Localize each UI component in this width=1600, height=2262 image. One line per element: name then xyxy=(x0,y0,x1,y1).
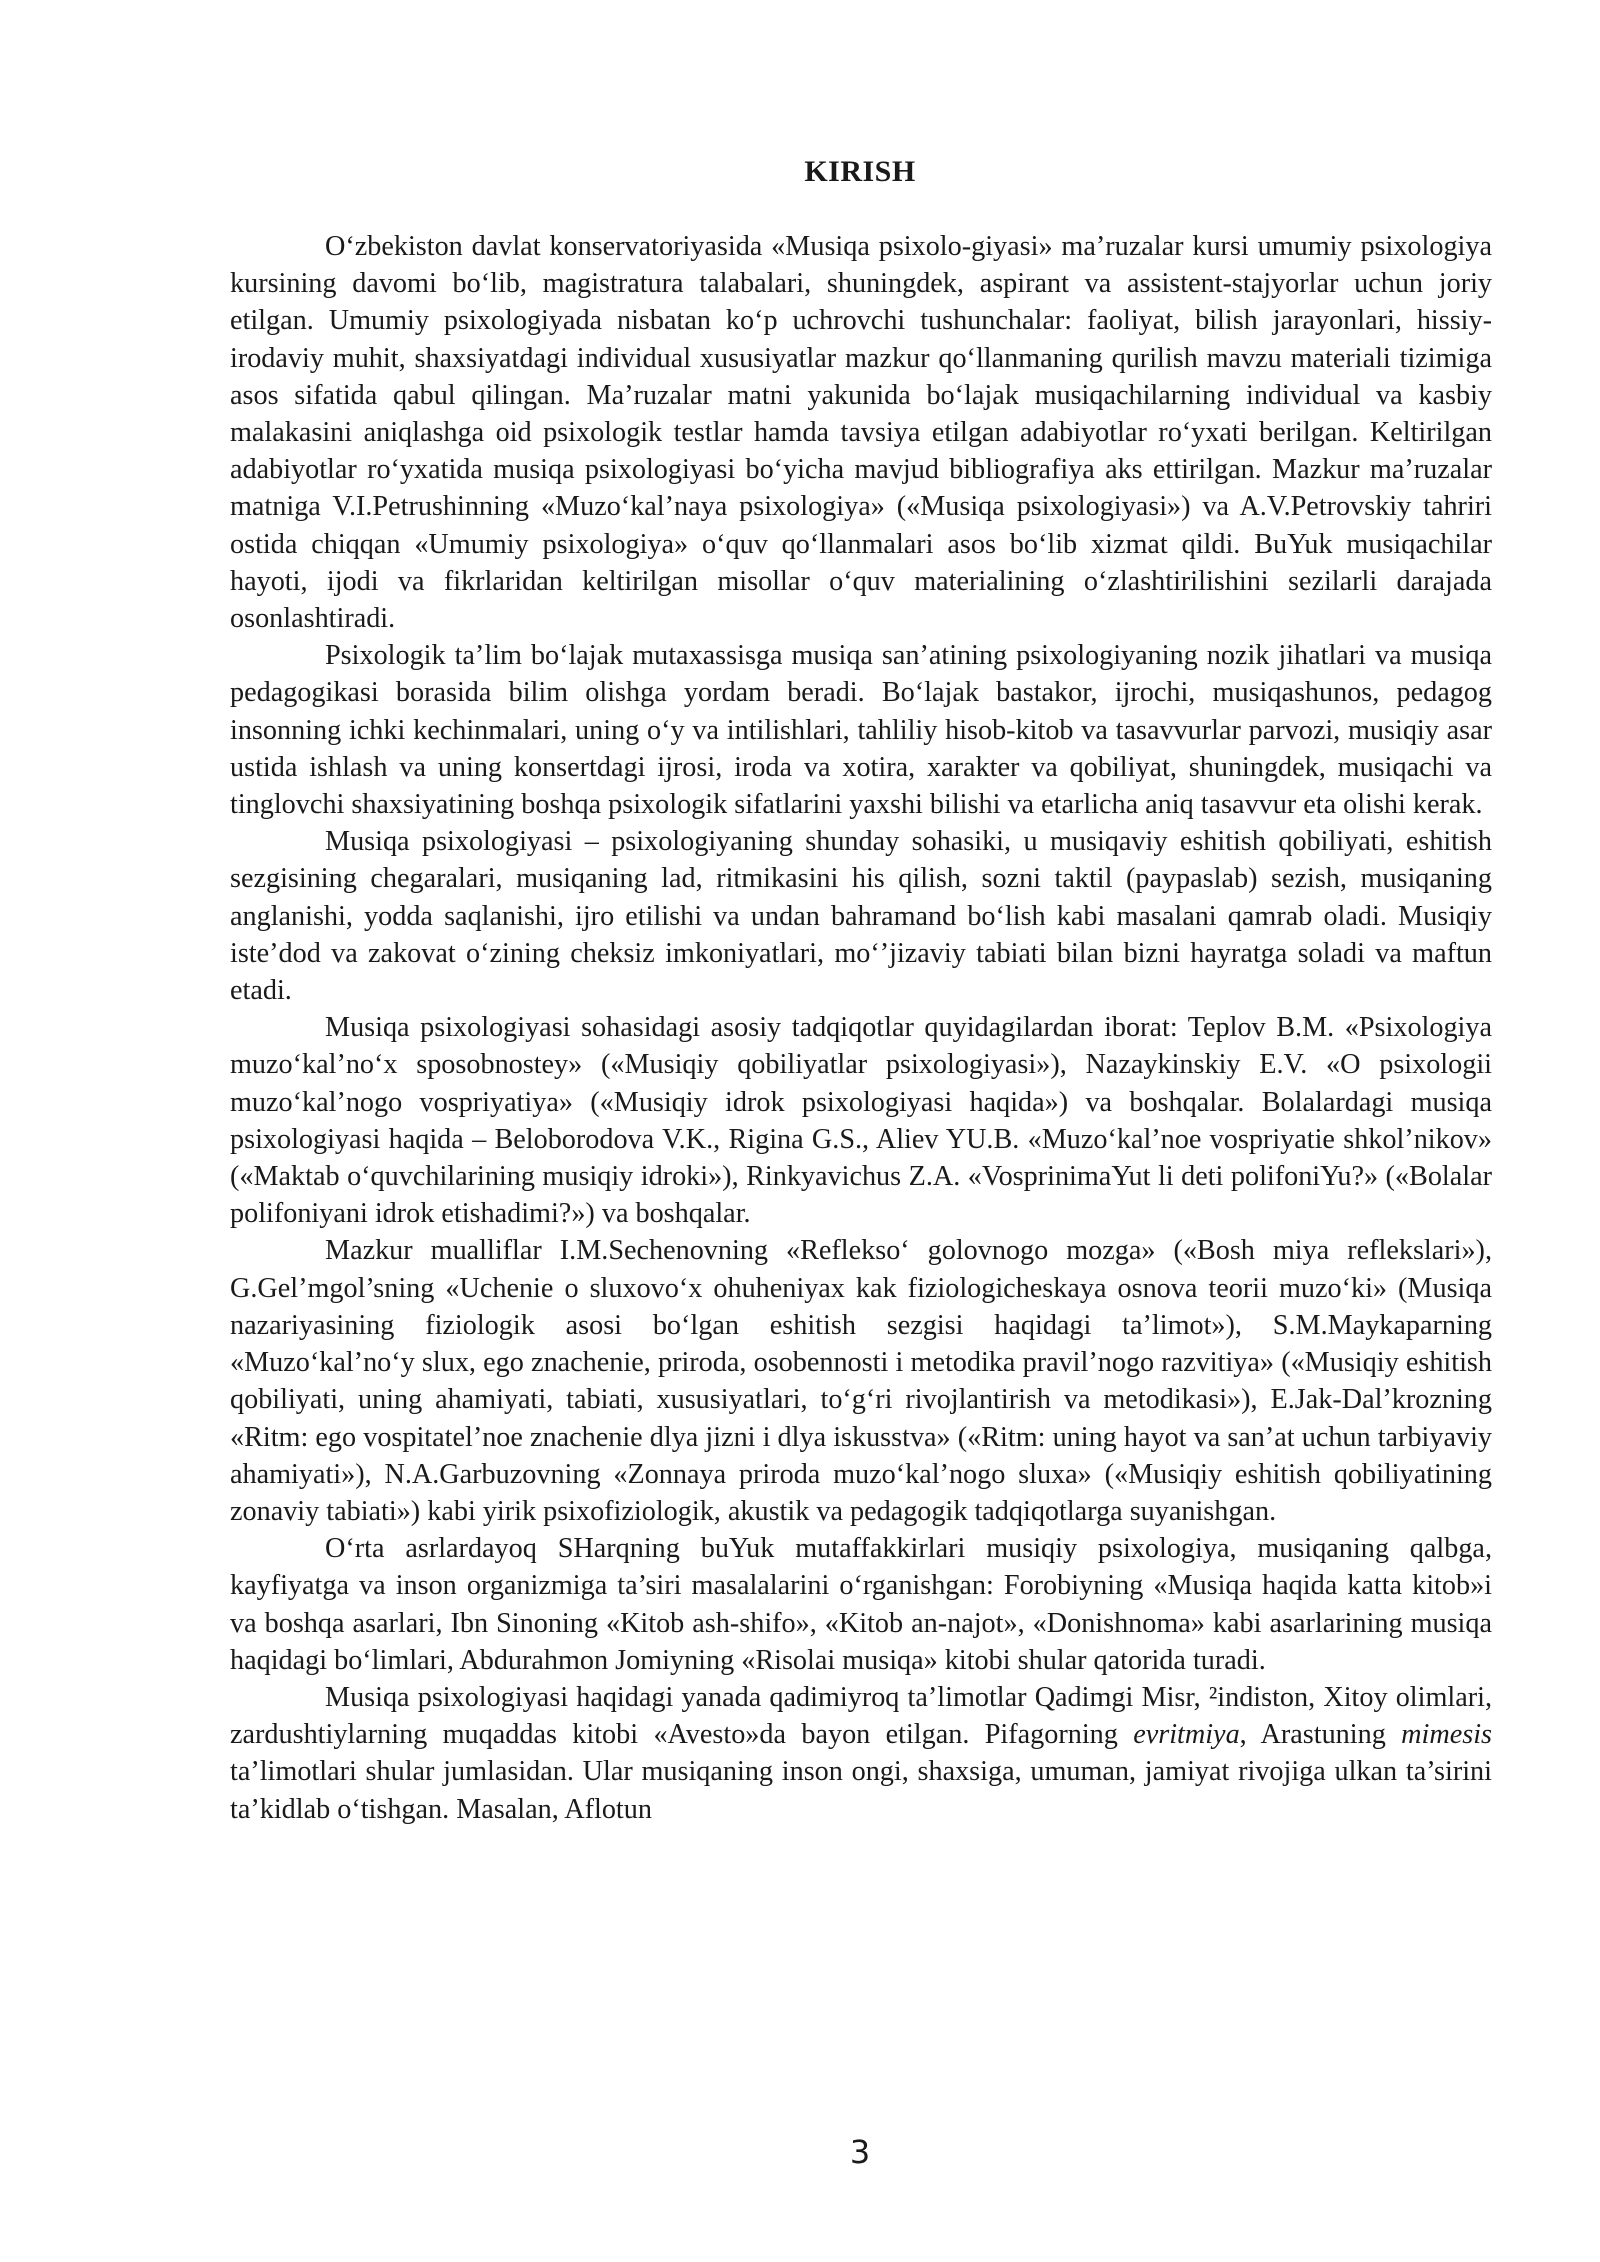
paragraph-7-part-3: ta’limotlari shular jumlasidan. Ular musiqaning inson ongi, shaxsiga, umuman, jamiyat rivojiga ulkan ta’sirini ta’kidlab o‘tishgan. Masalan, Aflotun xyxy=(230,1756,1492,1825)
paragraph-7-italic-mimesis: mimesis xyxy=(1401,1719,1492,1751)
paragraph-5: Mazkur mualliflar I.M.Sechenovning «Reflekso‘ golovnogo mozga» («Bosh miya reflekslari»), G.Gel’mgol’sning «Uchenie o sluxovo‘x ohuheniyax kak fiziologicheskaya osnova teorii muzo‘ki» (Musiqa nazariyasining fiziologik asosi bo‘lgan eshitish sezgisi haqidagi ta’limot»), S.M.Maykaparning «Muzo‘kal’no‘y slux, ego znachenie, priroda, osobennosti i metodika pravil’nogo razvitiya» («Musiqiy eshitish qobiliyati, uning ahamiyati, tabiati, xususiyatlari, to‘g‘ri rivojlantirish va metodikasi»), E.Jak-Dal’krozning «Ritm: ego vospitatel’noe znachenie dlya jizni i dlya iskusstva» («Ritm: uning hayot va san’at uchun tarbiyaviy ahamiyati»), N.A.Garbuzovning «Zonnaya priroda muzo‘kal’nogo sluxa» («Musiqiy eshitish qobiliyatining zonaviy tabiati») kabi yirik psixofiziologik, akustik va pedagogik tadqiqotlarga suyanishgan. xyxy=(230,1235,1492,1527)
paragraph-4: Musiqa psixologiyasi sohasidagi asosiy tadqiqotlar quyidagilardan iborat: Teplov B.M. «Psixologiya muzo‘kal’no‘x sposobnostey» («Musiqiy qobiliyatlar psixologiyasi»), Nazaykinskiy E.V. «O psixologii muzo‘kal’nogo vospriyatiya» («Musiqiy idrok psixologiyasi haqida») va boshqalar. Bolalardagi musiqa psixologiyasi haqida – Beloborodova V.K., Rigina G.S., Aliev YU.B. «Muzo‘kal’noe vospriyatie shkol’nikov» («Maktab o‘quvchilarining musiqiy idroki»), Rinkyavichus Z.A. «VosprinimaYut li deti polifoniYu?» («Bolalar polifoniyani idrok etishadimi?») va boshqalar. xyxy=(230,1012,1492,1230)
paragraph-7 xyxy=(230,1679,1492,1828)
paragraph-7-part-1: Musiqa psixologiyasi haqidagi yanada qadimiyroq ta’limotlar Qadimgi Misr, ²indiston, Xitoy olimlari, zardushtiylarning muqaddas kitobi «Avesto»da bayon etilgan. Pifagorning xyxy=(230,1681,1492,1751)
body-text xyxy=(230,228,1492,1828)
paragraph-7-italic-evritmiya: evritmiya xyxy=(1133,1719,1240,1751)
paragraph-6: O‘rta asrlardayoq SHarqning buYuk mutaffakkirlari musiqiy psixologiya, musiqaning qalbga, kayfiyatga va inson organizmiga ta’siri masalalarini o‘rganishgan: Forobiyning «Musiqa haqida katta kitob»i va boshqa asarlari, Ibn Sinoning «Kitob ash-shifo», «Kitob an-najot», «Donishnoma» kabi asarlarining musiqa haqidagi bo‘limlari, Abdurahmon Jomiyning «Risolai musiqa» kitobi shular qatorida turadi. xyxy=(230,1533,1492,1676)
paragraph-2: Psixologik ta’lim bo‘lajak mutaxassisga musiqa san’atining psixologiyaning nozik jihatlari va musiqa pedagogikasi borasida bilim olishga yordam beradi. Bo‘lajak bastakor, ijrochi, musiqashunos, pedagog insonning ichki kechinmalari, uning o‘y va intilishlari, tahliliy hisob-kitob va tasavvurlar parvozi, musiqiy asar ustida ishlash va uning konsertdagi ijrosi, iroda va xotira, xarakter va qobiliyat, shuningdek, musiqachi va tinglovchi shaxsiyatining boshqa psixologik sifatlarini yaxshi bilishi va etarlicha aniq tasavvur eta olishi kerak. xyxy=(230,640,1492,821)
page-number: 3 xyxy=(849,2133,871,2171)
paragraph-3: Musiqa psixologiyasi – psixologiyaning shunday sohasiki, u musiqaviy eshitish qobiliyati, eshitish sezgisining chegaralari, musiqaning lad, ritmikasini his qilish, sozni taktil (paypaslab) sezish, musiqaning anglanishi, yodda saqlanishi, ijro etilishi va undan bahramand bo‘lish kabi masalani qamrab oladi. Musiqiy iste’dod va zakovat o‘zining cheksiz imkoniyatlari, mo‘’jizaviy tabiati bilan bizni hayratga soladi va maftun etadi. xyxy=(230,826,1492,1007)
paragraph-7-part-2: , Arastuning xyxy=(1239,1719,1402,1751)
paragraph-1: O‘zbekiston davlat konservatoriyasida «Musiqa psixolo-giyasi» ma’ruzalar kursi umumiy psixologiya kursining davomi bo‘lib, magistratura talabalari, shuningdek, aspirant va assistent-stajyorlar uchun joriy etilgan. Umumiy psixologiyada nisbatan ko‘p uchrovchi tushunchalar: faoliyat, bilish jarayonlari, hissiy-irodaviy muhit, shaxsiyatdagi individual xususiyatlar mazkur qo‘llanmaning qurilish mavzu materiali tizimiga asos sifatida qabul qilingan. Ma’ruzalar matni yakunida bo‘lajak musiqachilarning individual va kasbiy malakasini aniqlashga oid psixologik testlar hamda tavsiya etilgan adabiyotlar ro‘yxati berilgan. Keltirilgan adabiyotlar ro‘yxatida musiqa psixologiyasi bo‘yicha mavjud bibliografiya aks ettirilgan. Mazkur ma’ruzalar matniga V.I.Petrushinning «Muzo‘kal’naya psixologiya» («Musiqa psixologiyasi») va A.V.Petrovskiy tahriri ostida chiqqan «Umumiy psixologiya» o‘quv qo‘llanmalari asos bo‘lib xizmat qildi. BuYuk musiqachilar hayoti, ijodi va fikrlaridan keltirilgan misollar o‘quv materialining o‘zlashtirilishini sezilarli darajada osonlashtiradi. xyxy=(230,231,1492,635)
page-title: KIRISH xyxy=(804,155,916,188)
